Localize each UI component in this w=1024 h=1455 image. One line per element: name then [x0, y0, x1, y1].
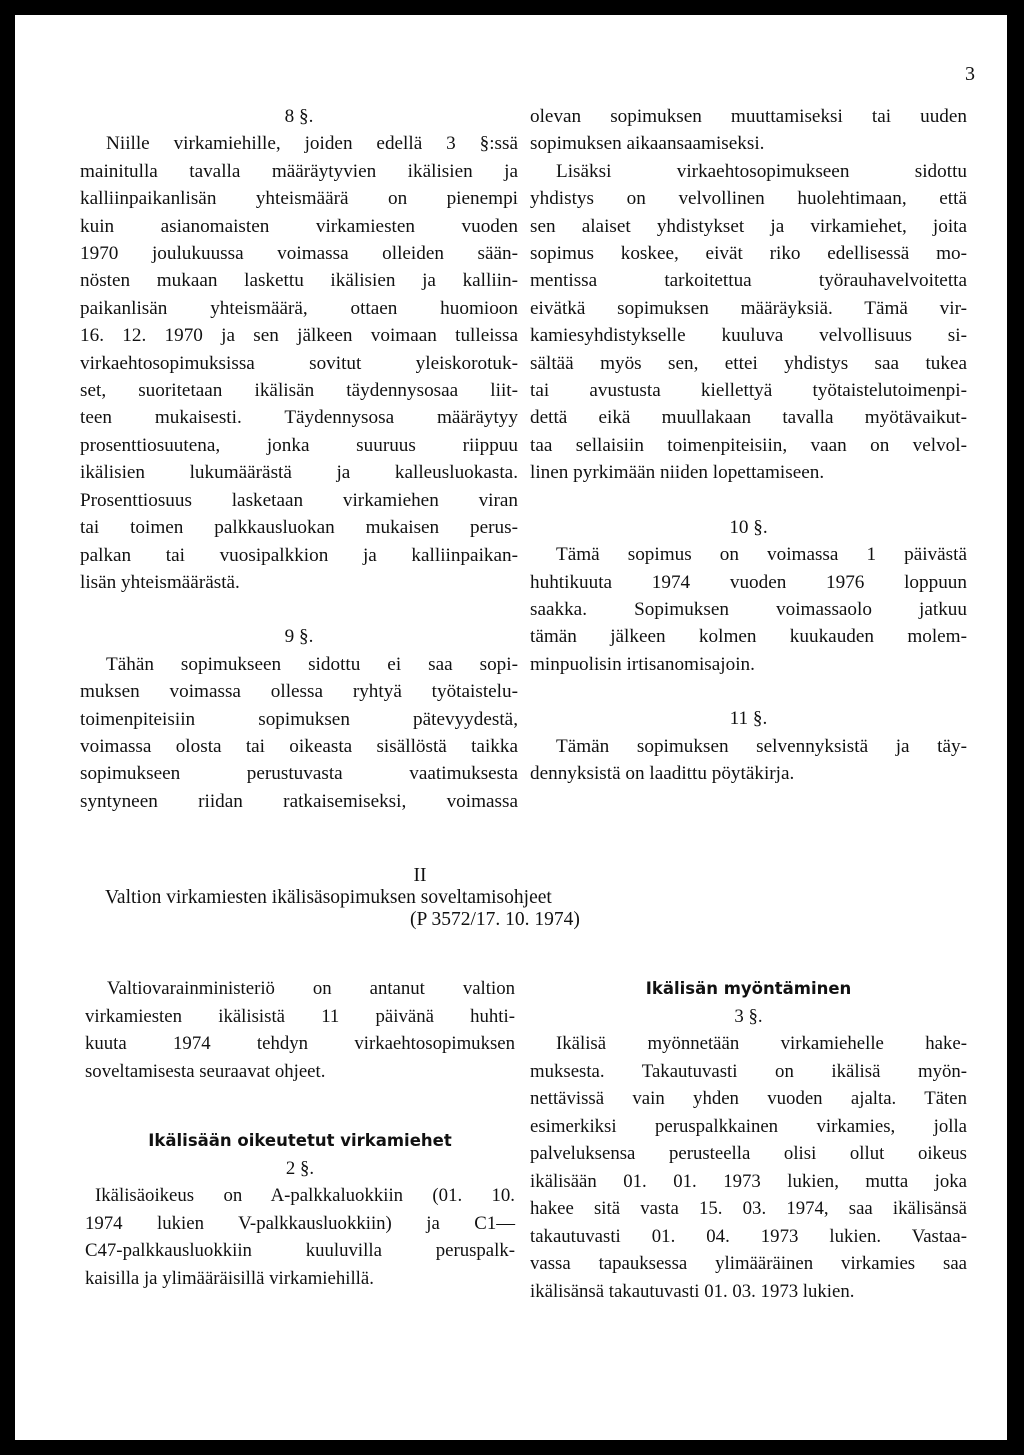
- section-3-heading: 3 §.: [734, 1005, 763, 1027]
- left-column: [80, 103, 518, 815]
- page-number: 3: [965, 63, 975, 85]
- text-line: kalliinpaikanlisän yhteismäärä on pienempi: [80, 188, 518, 210]
- text-line: Niille virkamiehille, joiden edellä 3 §:ssä: [106, 133, 518, 155]
- text-line: muksen voimassa ollessa ryhtyä työtaistelu-: [80, 681, 518, 703]
- section-8-text: [80, 130, 518, 596]
- text-line: kuin asianomaisten virkamiesten vuoden: [80, 215, 518, 237]
- text-line: sen alaiset yhdistykset ja virkamiehet, joita: [530, 215, 967, 237]
- section-2-heading: 2 §.: [285, 1157, 315, 1179]
- section-11-text: [530, 733, 967, 788]
- text-line: voimassa olosta tai oikeasta sisällöstä taikka: [80, 735, 518, 757]
- text-line: takautuvasti 01. 04. 1973 lukien. Vastaa-: [530, 1225, 967, 1247]
- bottom-right-column: [530, 975, 967, 1305]
- bottom-left-column: [85, 975, 515, 1292]
- section-9-text: [80, 651, 518, 815]
- text-line: minpuolisin irtisanomisajoin.: [530, 653, 755, 675]
- text-line: dettä eikä muullakaan tavalla myötävaikut-: [530, 407, 967, 429]
- text-line: kaisilla ja ylimääräisillä virkamiehillä.: [85, 1267, 374, 1289]
- text-line: sältää myös sen, ettei yhdistys saa tukea: [530, 352, 967, 374]
- text-line: virkamiesten ikälisistä 11 päivänä huhti-: [85, 1005, 515, 1027]
- text-line: ikälisään 01. 01. 1973 lukien, mutta joka: [530, 1170, 967, 1192]
- text-line: C47-palkkausluokkiin kuuluvilla peruspalk-: [85, 1240, 515, 1261]
- section-2-text: [85, 1182, 515, 1292]
- section-8-heading: 8 §.: [284, 106, 314, 127]
- text-line: sopimuksen aikaansaamiseksi.: [530, 133, 765, 155]
- section-10-text: [530, 541, 967, 678]
- text-line: kamiesyhdistykselle kuuluva velvollisuus si-: [530, 325, 967, 347]
- text-line: mentissa tarkoitettua työrauhavelvoitetta: [530, 270, 967, 292]
- section-11-heading: 11 §.: [729, 708, 768, 730]
- text-line: tämän jälkeen kolmen kuukauden molem-: [530, 626, 967, 648]
- text-line: tai toimen palkkausluokan mukaisen perus-: [80, 517, 518, 539]
- text-line: Tähän sopimukseen sidottu ei saa sopi-: [106, 653, 518, 675]
- text-line: virkaehtosopimuksissa sovitut yleiskorotuk-: [80, 352, 518, 374]
- text-line: kuuta 1974 tehdyn virkaehtosopimuksen: [85, 1033, 515, 1054]
- text-line: palkan tai vuosipalkkion ja kalliinpaikan-: [80, 544, 518, 566]
- text-line: saakka. Sopimuksen voimassaolo jatkuu: [530, 598, 967, 620]
- text-line: soveltamisesta seuraavat ohjeet.: [85, 1060, 326, 1082]
- text-line: nettävissä vain yhden vuoden ajalta. Täten: [530, 1088, 967, 1109]
- section-3-text: [530, 1030, 967, 1305]
- section-9-heading: 9 §.: [284, 626, 314, 648]
- text-line: paikanlisän yhteismäärä, ottaen huomioon: [80, 297, 518, 319]
- text-line: vassa tapauksessa ylimääräinen virkamies saa: [530, 1253, 967, 1274]
- text-line: ikälisien lukumäärästä ja kalleusluokasta.: [80, 462, 518, 484]
- part-two-header: [105, 865, 705, 931]
- text-line: set, suoritetaan ikälisän täydennysosaa liit-: [80, 380, 518, 402]
- text-line: syntyneen riidan ratkaisemiseksi, voimassa: [80, 790, 518, 812]
- part-title: Valtion virkamiesten ikälisäsopimuksen soveltamisohjeet: [105, 887, 552, 908]
- text-line: yhdistys on velvollinen huolehtimaan, että: [530, 188, 967, 210]
- text-line: muksesta. Takautuvasti on ikälisä myön-: [530, 1060, 967, 1082]
- text-line: olevan sopimuksen muuttamiseksi tai uuden: [530, 106, 967, 127]
- text-line: eivätkä sopimuksen määräyksiä. Tämä vir-: [530, 297, 967, 319]
- text-line: Ikälisäoikeus on A-palkkaluokkiin (01. 10.: [95, 1185, 515, 1206]
- text-line: nösten mukaan laskettu ikälisien ja kalliin-: [80, 270, 518, 292]
- text-line: Valtiovarainministeriö on antanut valtion: [107, 978, 515, 999]
- text-line: mainitulla tavalla määräytyvien ikälisien ja: [80, 160, 518, 182]
- text-line: Prosenttiosuus lasketaan virkamiehen viran: [80, 489, 518, 511]
- part-reference: (P 3572/17. 10. 1974): [410, 909, 580, 930]
- text-line: toimenpiteisiin sopimuksen pätevyydestä,: [80, 708, 518, 730]
- text-line: linen pyrkimään niiden lopettamiseen.: [530, 462, 825, 484]
- part-roman-numeral: II: [413, 865, 427, 886]
- text-line: esimerkiksi peruspalkkainen virkamies, jolla: [530, 1115, 967, 1137]
- text-line: ikälisänsä takautuvasti 01. 03. 1973 lukien.: [530, 1280, 855, 1302]
- paragraph-union-obligation: [530, 158, 967, 487]
- text-line: taa sellaisiin toimenpiteisiin, vaan on velvol-: [530, 434, 967, 456]
- text-line: sopimukseen perustuvasta vaatimuksesta: [80, 763, 518, 785]
- text-line: Tämän sopimuksen selvennyksistä ja täy-: [556, 735, 967, 757]
- text-line: Ikälisä myönnetään virkamiehelle hake-: [556, 1033, 967, 1054]
- text-line: lisän yhteismäärästä.: [80, 571, 240, 593]
- text-line: sopimus koskee, eivät riko edellisessä mo-: [530, 243, 967, 265]
- text-line: Tämä sopimus on voimassa 1 päivästä: [556, 544, 967, 566]
- text-line: 1970 joulukuussa voimassa olleiden sään-: [80, 243, 518, 265]
- text-line: Lisäksi virkaehtosopimukseen sidottu: [556, 160, 967, 182]
- text-line: tai avustusta kiellettyä työtaistelutoimenpi-: [530, 380, 967, 402]
- heading-entitled-officials: Ikälisään oikeutetut virkamiehet: [148, 1131, 452, 1150]
- text-line: hakee sitä vasta 15. 03. 1974, saa ikälisänsä: [530, 1198, 967, 1219]
- intro-paragraph: [85, 975, 515, 1085]
- document-page: [15, 15, 1007, 1440]
- text-line: 1974 lukien V-palkkausluokkiin) ja C1—: [85, 1212, 515, 1234]
- section-10-heading: 10 §.: [729, 516, 768, 538]
- text-line: dennyksistä on laadittu pöytäkirja.: [530, 762, 795, 784]
- text-line: huhtikuuta 1974 vuoden 1976 loppuun: [530, 571, 967, 593]
- text-line: palveluksensa perusteella olisi ollut oikeus: [530, 1143, 967, 1164]
- heading-granting-increment: Ikälisän myöntäminen: [645, 979, 852, 998]
- text-line: 16. 12. 1970 ja sen jälkeen voimaan tulleissa: [80, 325, 518, 347]
- text-line: prosenttiosuutena, jonka suuruus riippuu: [80, 434, 518, 456]
- text-line: teen mukaisesti. Täydennysosa määräytyy: [80, 407, 518, 429]
- right-column: [530, 103, 967, 787]
